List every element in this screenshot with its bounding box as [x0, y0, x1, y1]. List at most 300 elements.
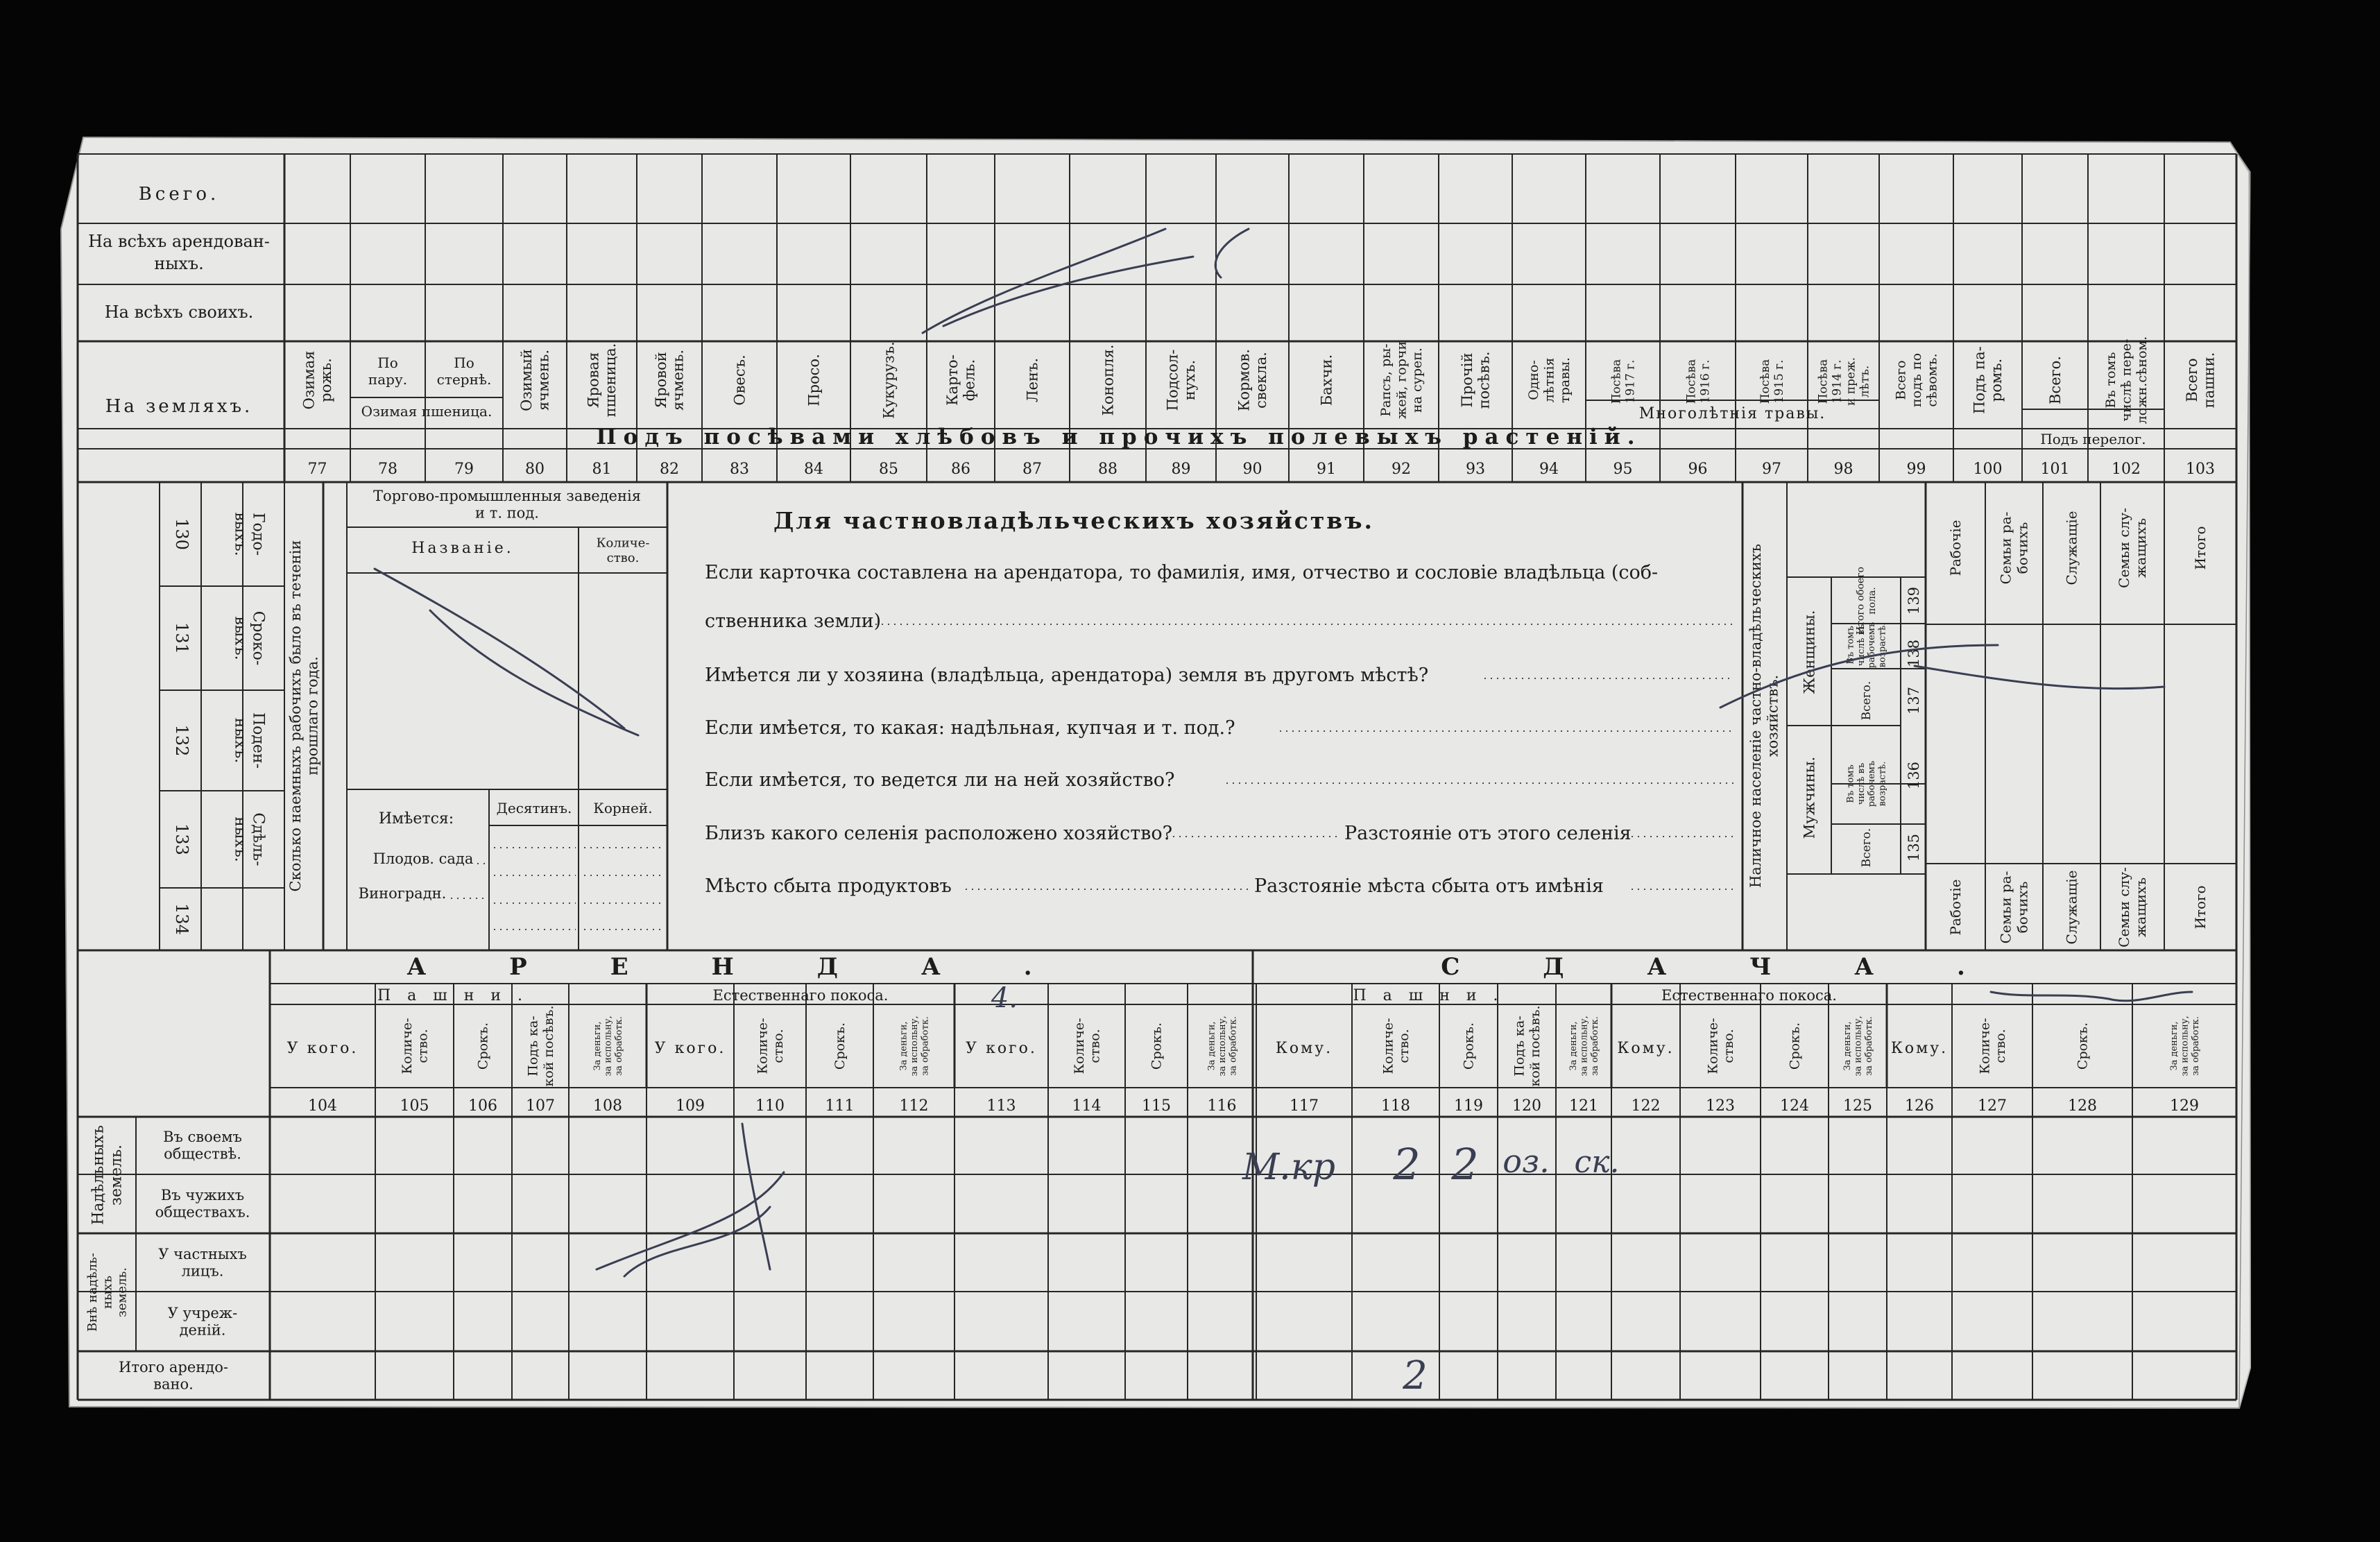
crop-column-number: 88	[1098, 461, 1118, 478]
lease-column-number: 120	[1512, 1097, 1541, 1115]
lease-column-header: за обработк.	[2190, 1016, 2201, 1076]
lease-column-number: 104	[308, 1097, 337, 1115]
lease-column-number: 105	[400, 1097, 429, 1115]
lease-row-label: Въ чужихъ	[160, 1186, 245, 1203]
lease-column-header: За деньги,	[592, 1021, 603, 1071]
lease-column-header: Срокъ.	[1461, 1022, 1477, 1070]
lease-column-number: 124	[1780, 1097, 1809, 1115]
workers-column-header: Итого	[2192, 885, 2209, 930]
men-label	[1801, 757, 1817, 839]
labour-column-number: 133	[172, 823, 191, 855]
labour-column-header	[231, 712, 266, 769]
crop-column-number: 96	[1688, 461, 1708, 478]
lease-column-header: За деньги,	[2169, 1021, 2180, 1071]
lease-column-number: 109	[676, 1097, 705, 1115]
women-label: Женщины.	[1801, 610, 1818, 694]
lease-column-header: У кого.	[966, 1040, 1037, 1057]
labour-column-header: Сдѣль-	[249, 812, 267, 866]
lease-column-header	[476, 1022, 491, 1070]
men-total-header: Всего.	[1859, 828, 1874, 868]
crop-column-header: и преж.	[1844, 357, 1858, 406]
orchards-label: Плодов. сада	[373, 850, 474, 867]
crop-column-header: Озимый	[517, 349, 535, 411]
row-label-arendovannyh: На всѣхъ арендован-	[88, 232, 270, 251]
handwritten-posev: оз.	[1503, 1142, 1550, 1180]
crop-column-header	[585, 343, 619, 418]
trade-qty-header: ство.	[606, 550, 640, 565]
private-q4: Если имѣется, то ведется ли на ней хозяйство?	[705, 769, 1175, 791]
crop-column-header	[653, 350, 687, 411]
row-label-vsego: Всего.	[138, 184, 220, 205]
crop-column-header	[1894, 353, 1940, 407]
crop-column-header: нухъ.	[1181, 359, 1199, 401]
crop-column-number: 84	[804, 461, 823, 478]
lease-column-header: за испольну,	[603, 1016, 614, 1077]
crop-column-number: 93	[1466, 461, 1485, 478]
workers-column-header	[2192, 526, 2209, 569]
pokos-label: Естественнаго покоса.	[1661, 987, 1837, 1004]
lease-column-header: Кому.	[1890, 1040, 1949, 1057]
women-workers-header: Въ томъ	[1845, 626, 1856, 665]
workers-column-header	[2116, 508, 2149, 588]
crop-column-header: пашни.	[2200, 352, 2218, 409]
crop-column-number: 91	[1317, 461, 1336, 478]
workers-column-header: бочихъ	[2014, 881, 2031, 934]
lease-column-header: Срокъ.	[832, 1022, 848, 1070]
population-column-number	[1906, 640, 1922, 667]
lease-row-label: лицъ.	[181, 1262, 224, 1280]
lease-column-header: кой посѣвъ.	[1527, 1005, 1543, 1087]
crop-column-header: Посѣва	[1816, 359, 1831, 404]
workers-column-header: жащихъ	[2132, 517, 2149, 579]
crop-column-header: ячмень.	[669, 350, 687, 411]
population-column-number: 135	[1906, 833, 1922, 862]
vne-nadel-group-label: ныхъ	[100, 1276, 115, 1309]
lease-column-header: за обработк.	[920, 1016, 931, 1076]
lease-column-header: Срокъ.	[1787, 1022, 1803, 1070]
crop-column-header	[1024, 358, 1041, 402]
lease-column-header: Подъ ка-	[1512, 1016, 1527, 1077]
crop-column-header: Всего	[2183, 358, 2200, 402]
lease-column-header: кой посѣвъ.	[540, 1005, 556, 1087]
lease-column-header	[1207, 1016, 1239, 1076]
nadel-group-label: земель.	[108, 1144, 126, 1206]
row-label-na-zemlyah: На земляхъ.	[105, 396, 253, 417]
crop-column-header: подъ по	[1909, 352, 1925, 408]
lease-column-number: 125	[1843, 1097, 1872, 1115]
crop-column-header: Посѣва	[1609, 359, 1624, 404]
men-workers-header	[1846, 761, 1888, 807]
workers-column-header	[2064, 871, 2080, 945]
crop-column-header: Овесъ.	[731, 354, 748, 406]
workers-column-header	[1998, 512, 2031, 585]
crop-column-header: ячмень.	[535, 350, 552, 411]
lease-row-label: денiй.	[179, 1321, 226, 1339]
arenda-title: АРЕНДА.	[406, 953, 1115, 981]
lease-column-header	[1842, 1016, 1874, 1076]
handwritten-qty: 2	[1393, 1139, 1421, 1190]
pashni-label: Пашни.	[1353, 987, 1515, 1004]
pod-perelog-label: Подъ перелог.	[2040, 431, 2146, 447]
crop-column-header	[731, 354, 748, 405]
men-workers-header: рабочемъ	[1867, 760, 1878, 807]
women-total-header: Всего.	[1859, 680, 1874, 721]
mnogoletnie-label: Многолѣтнiя травы.	[1638, 405, 1826, 422]
crop-column-header: посѣвъ.	[1475, 351, 1493, 409]
private-q1: Если карточка составлена на арендатора, то фамилiя, имя, отчество и сословiе владѣльца (соб-	[705, 562, 1659, 583]
crop-column-header: лѣтъ.	[1858, 365, 1872, 398]
men-workers-header: Въ томъ	[1845, 764, 1856, 803]
crop-column-number: 79	[454, 461, 474, 478]
lease-column-header: ство.	[1720, 1029, 1736, 1063]
crop-column-header: пшеница.	[602, 343, 619, 418]
crop-column-header	[1684, 359, 1712, 404]
lease-column-header: Подъ ка-	[525, 1016, 541, 1077]
crop-column-header	[1099, 345, 1116, 416]
women-label	[1801, 610, 1817, 694]
men-workers-header: числѣ въ	[1856, 762, 1867, 805]
women-workers-header	[1846, 622, 1888, 668]
population-column-number: 136	[1906, 761, 1922, 790]
private-q1: ственника земли)	[705, 610, 882, 632]
crop-column-number: 98	[1833, 461, 1854, 478]
private-holdings-title: Для частновладѣльческихъ хозяйствъ.	[773, 507, 1375, 534]
crop-column-number: 100	[1973, 461, 2003, 478]
lease-column-header: Количе-	[1977, 1018, 1993, 1074]
lease-column-number: 123	[1706, 1097, 1735, 1115]
private-q2: Имѣется ли у хозяина (владѣльца, арендатора) земля въ другомъ мѣстѣ?	[705, 665, 1429, 686]
lease-row-label: У частныхъ	[158, 1245, 247, 1262]
lease-column-number: 113	[986, 1097, 1016, 1115]
crop-column-header: Одно-	[1526, 360, 1542, 400]
labour-column-header	[231, 611, 266, 666]
lease-row-label: обществѣ.	[164, 1145, 241, 1163]
lease-row-label: У учреж-	[167, 1304, 238, 1321]
crop-column-number: 78	[378, 461, 397, 478]
labour-column-number: 134	[172, 903, 191, 935]
lease-column-header: Срокъ.	[475, 1022, 491, 1070]
crop-column-header: Карто-	[943, 354, 961, 406]
crop-column-header: По	[377, 354, 398, 372]
dessiatines-header: Десятинъ.	[496, 800, 572, 816]
crop-column-header: Яровой	[652, 352, 669, 409]
lease-column-header: за испольну,	[1853, 1016, 1864, 1077]
crop-column-number: 103	[2186, 461, 2215, 478]
both-total-header: Итого обоего	[1855, 567, 1867, 635]
lease-column-header	[2075, 1022, 2091, 1070]
lease-column-header	[1512, 1005, 1542, 1086]
population-label: хозяйствъ.	[1764, 674, 1781, 757]
crop-column-number: 86	[951, 461, 970, 478]
workers-column-header: Семьи ра-	[1997, 871, 2014, 944]
workers-column-header: Итого	[2192, 526, 2209, 570]
crop-column-header: ложн.сѣном.	[2134, 336, 2150, 425]
lease-column-header: за обработк.	[613, 1016, 624, 1076]
labour-column-number: 132	[172, 724, 191, 757]
handwritten-srok: 2	[1451, 1139, 1479, 1190]
crop-column-number: 81	[592, 461, 612, 478]
crop-column-number: 83	[730, 461, 749, 478]
lease-column-header: ство.	[1992, 1029, 2008, 1063]
lease-column-header: за обработк.	[1228, 1016, 1239, 1076]
lease-column-header: За деньги,	[1842, 1021, 1854, 1071]
crop-column-header: рожь.	[318, 358, 335, 402]
labour-column-number	[172, 903, 191, 935]
lease-column-header: за испольну,	[909, 1016, 921, 1077]
crop-column-number: 102	[2112, 461, 2141, 478]
lease-column-header: За деньги,	[898, 1021, 909, 1071]
crop-column-header	[1235, 349, 1269, 411]
private-q6: Мѣсто сбыта продуктовъ	[705, 875, 952, 897]
crop-column-header	[300, 351, 334, 410]
trade-header: Торгово-промышленныя заведенiя	[373, 487, 641, 504]
crop-column-header: Въ томъ	[2103, 352, 2119, 409]
lease-row-label: Въ своемъ	[163, 1128, 242, 1145]
lease-column-header: ство.	[1087, 1029, 1103, 1063]
lease-column-header: У кого.	[286, 1040, 359, 1057]
crop-column-header: 1915 г.	[1772, 359, 1786, 404]
lease-column-number: 126	[1905, 1097, 1934, 1115]
lease-row-label: обществахъ.	[155, 1203, 250, 1221]
hired-workers-label: Сколько наемныхъ рабочихъ было въ теченiи	[286, 540, 304, 892]
crop-column-header	[2047, 356, 2064, 404]
crop-column-number: 89	[1171, 461, 1191, 478]
lease-row-label: Итого арендо-	[119, 1358, 228, 1376]
lease-column-header	[1788, 1022, 1803, 1070]
pashni-label: Пашни.	[377, 987, 540, 1004]
lease-column-number: 111	[825, 1097, 855, 1115]
crop-column-header: 1917 г.	[1623, 359, 1638, 404]
lease-column-header	[525, 1005, 556, 1086]
lease-column-number: 122	[1631, 1097, 1661, 1115]
crop-column-header: Рапсъ, ры-	[1378, 343, 1394, 417]
labour-column-header: ныхъ.	[231, 816, 249, 862]
crop-column-number: 95	[1613, 461, 1633, 478]
lease-column-header: ство.	[1396, 1029, 1412, 1063]
crop-column-header	[1758, 359, 1786, 404]
crop-column-number: 101	[2040, 461, 2070, 478]
lease-column-header: Количе-	[1071, 1018, 1087, 1074]
workers-column-header: Рабочiе	[1947, 879, 1964, 936]
lease-column-number: 110	[755, 1097, 785, 1115]
workers-column-header	[2064, 511, 2080, 585]
crop-column-header: жей, горчи	[1394, 341, 1410, 420]
lease-column-number: 128	[2068, 1097, 2097, 1115]
workers-column-header: Семьи ра-	[1997, 511, 2014, 585]
crop-column-header: Кукурузъ.	[880, 341, 898, 419]
women-workers-header: возрастѣ.	[1877, 622, 1888, 668]
lease-row-label: вано.	[153, 1376, 194, 1393]
trade-header: и т. под.	[475, 504, 539, 522]
handwritten-total: 2	[1403, 1353, 1428, 1398]
crop-column-header: 1916 г.	[1698, 359, 1713, 404]
workers-column-header: Семьи слу-	[2116, 867, 2133, 948]
lease-column-header: ство.	[770, 1029, 786, 1063]
lease-column-header: Срокъ.	[2075, 1022, 2091, 1070]
lease-column-header	[592, 1016, 624, 1076]
lease-column-header	[1462, 1022, 1477, 1070]
labour-column-header: выхъ.	[231, 616, 249, 660]
trade-qty-header: Количе-	[596, 536, 650, 551]
crop-column-header: Кормов.	[1235, 349, 1253, 411]
crop-column-number: 82	[660, 461, 679, 478]
vne-nadel-group-label: земель.	[114, 1267, 130, 1318]
crop-column-number: 97	[1762, 461, 1781, 478]
men-workers-header: возрастѣ.	[1877, 761, 1888, 807]
crop-column-number: 90	[1242, 461, 1262, 478]
lease-column-number: 127	[1978, 1097, 2007, 1115]
lease-column-header: ство.	[415, 1029, 431, 1063]
population-column-number	[1906, 587, 1922, 615]
labour-column-number: 130	[172, 518, 191, 550]
crop-column-header	[1318, 354, 1335, 406]
workers-column-header	[1998, 871, 2031, 944]
roots-header: Корней.	[593, 800, 653, 816]
nadel-group-label: Надѣльныхъ	[89, 1125, 108, 1225]
crop-column-header: сѣвомъ.	[1924, 353, 1940, 407]
crop-column-number: 77	[307, 461, 327, 478]
lease-column-header	[1149, 1022, 1165, 1070]
population-column-number	[1906, 687, 1922, 714]
lease-column-header: Количе-	[399, 1018, 415, 1074]
workers-column-header	[1947, 880, 1964, 936]
crop-column-header: Подъ па-	[1971, 346, 1988, 414]
labour-column-header	[231, 512, 266, 556]
crop-column-number: 87	[1022, 461, 1042, 478]
crop-column-header: Ленъ.	[1024, 358, 1041, 402]
both-total-header: пола.	[1867, 587, 1878, 615]
lease-column-header	[2169, 1016, 2201, 1076]
workers-column-header	[1947, 520, 1964, 576]
lease-column-number: 116	[1207, 1097, 1237, 1115]
crop-column-header	[944, 354, 978, 406]
labour-column-number	[172, 823, 191, 855]
lease-column-header: за испольну,	[1579, 1016, 1590, 1077]
lease-column-header: Количе-	[1705, 1018, 1721, 1074]
lease-column-header: У кого.	[654, 1040, 726, 1057]
lease-column-header: Кому.	[1617, 1040, 1675, 1057]
row-label-svoih: На всѣхъ своихъ.	[104, 302, 254, 322]
population-label: Наличное населенiе частно-владѣльческихъ	[1747, 543, 1764, 889]
crop-column-header: Прочiй	[1458, 352, 1475, 408]
lease-column-header: за испольну,	[1217, 1016, 1228, 1077]
lease-column-number: 107	[526, 1097, 555, 1115]
crop-column-header: числѣ пере-	[2118, 339, 2134, 422]
crop-column-header: 1914 г.	[1830, 359, 1844, 404]
workers-column-header: Служащiе	[2063, 870, 2080, 945]
population-column-number	[1906, 762, 1922, 789]
lease-column-number: 118	[1381, 1097, 1410, 1115]
population-column-number: 137	[1906, 686, 1922, 715]
lease-column-header: Количе-	[1380, 1018, 1396, 1074]
lease-column-number: 117	[1290, 1097, 1319, 1115]
crop-column-header: Всего	[1893, 360, 1909, 400]
crop-column-header: Посѣва	[1684, 359, 1699, 404]
workers-column-header: бочихъ	[2014, 522, 2031, 574]
pod-posevami-banner: Подъ посѣвами хлѣбовъ и прочихъ полевыхъ растенiй.	[596, 425, 1642, 449]
handwritten-note: 4.	[991, 982, 1018, 1014]
lease-column-header: Срокъ.	[1149, 1022, 1165, 1070]
women-total-header	[1860, 681, 1874, 721]
crop-column-header	[1378, 341, 1425, 419]
ozimaya-label: Озимая пшеница.	[361, 403, 493, 420]
crop-column-header: Конопля.	[1099, 344, 1117, 416]
crop-column-header	[1459, 352, 1493, 409]
lease-column-header: Кому.	[1275, 1040, 1333, 1057]
women-workers-header: рабочемъ	[1867, 622, 1878, 669]
labour-column-number	[172, 518, 191, 550]
lease-column-header: За деньги,	[1206, 1021, 1217, 1071]
workers-column-header: жащихъ	[2132, 877, 2149, 938]
workers-column-header: Служащiе	[2063, 511, 2080, 585]
crop-column-header: на суреп.	[1410, 348, 1426, 413]
crop-column-number: 94	[1539, 461, 1559, 478]
labour-column-header: выхъ.	[231, 512, 249, 556]
crop-column-header	[805, 354, 822, 406]
crop-column-header: Всего.	[2046, 356, 2064, 404]
workers-column-header: Семьи слу-	[2116, 508, 2133, 588]
men-total-header	[1860, 828, 1874, 868]
workers-column-header	[2192, 885, 2209, 929]
crop-column-header: Озимая	[300, 350, 318, 410]
crop-column-number: 92	[1392, 461, 1411, 478]
crop-column-header: стернѣ.	[436, 370, 492, 388]
labour-column-header: ныхъ.	[231, 717, 249, 764]
labour-column-header: Сроко-	[249, 610, 267, 666]
crop-column-header	[1609, 359, 1637, 404]
lease-column-number: 112	[899, 1097, 929, 1115]
crop-column-header: фель.	[961, 359, 978, 402]
labour-column-header: Поден-	[249, 712, 267, 769]
population-column-number	[1906, 834, 1922, 862]
crop-column-header: Просо.	[805, 354, 823, 406]
trade-name-header: Названiе.	[411, 540, 514, 557]
men-label: Мужчины.	[1801, 756, 1818, 839]
lease-column-number: 119	[1454, 1097, 1483, 1115]
row-label-arendovannyh: ныхъ.	[154, 254, 204, 273]
vne-nadel-group-label: Внѣ надѣль-	[85, 1253, 101, 1332]
sdacha-title: СДАЧА.	[1441, 953, 2048, 981]
crop-column-header: ромъ.	[1988, 358, 2005, 402]
lease-column-number: 106	[468, 1097, 497, 1115]
lease-column-header: за обработк.	[1589, 1016, 1600, 1076]
lease-column-header: за испольну,	[2180, 1016, 2191, 1077]
crop-column-header: Посѣва	[1758, 359, 1772, 404]
crop-column-number: 80	[525, 461, 545, 478]
labour-column-header: Годо-	[249, 512, 267, 556]
crop-column-header: По	[454, 354, 474, 372]
crop-column-header	[2184, 352, 2218, 409]
lease-column-header: Количе-	[755, 1018, 771, 1074]
population-column-number: 139	[1906, 586, 1922, 615]
hired-workers-label: прошлаго года.	[304, 656, 321, 776]
handwritten-uslovie: ск.	[1574, 1145, 1620, 1180]
crop-column-number: 85	[879, 461, 898, 478]
labour-column-number	[172, 622, 191, 654]
crop-column-header: Яровая	[585, 352, 602, 409]
has-label: Имѣется:	[378, 810, 454, 828]
crop-column-header: Подсол-	[1164, 349, 1181, 411]
labour-column-header	[231, 812, 266, 866]
handwritten-komu: М.кр	[1242, 1147, 1336, 1188]
crop-column-header: травы.	[1557, 357, 1573, 403]
private-q5: Близъ какого селенiя расположено хозяйство?	[705, 823, 1173, 844]
crop-column-number: 99	[1906, 461, 1926, 478]
lease-column-header	[899, 1016, 931, 1076]
private-q5b: Разстоянiе отъ этого селенiя	[1344, 823, 1632, 844]
crop-column-header: лѣтнiя	[1541, 357, 1557, 403]
lease-column-number: 108	[593, 1097, 622, 1115]
